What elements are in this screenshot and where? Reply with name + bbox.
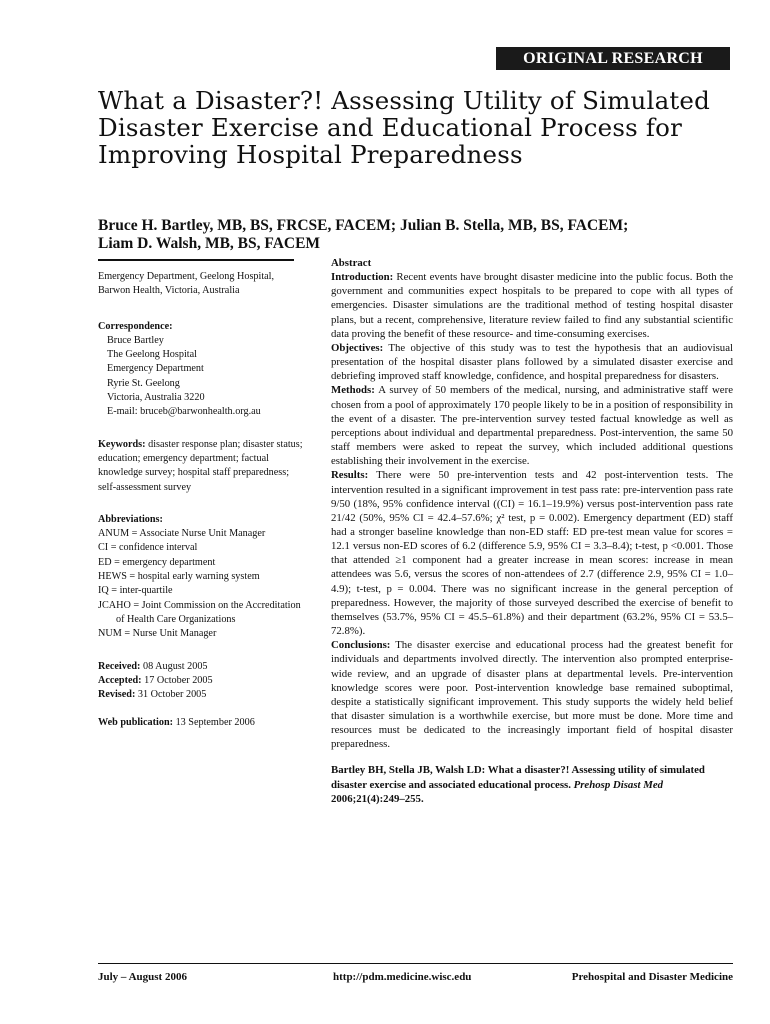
- conclusions-label: Conclusions:: [331, 639, 391, 652]
- web-publication-label: Web publication:: [98, 717, 174, 729]
- affiliation-line-2: Barwon Health, Victoria, Australia: [98, 285, 240, 297]
- abbreviation-item: HEWS = hospital early warning system: [98, 571, 260, 583]
- keywords-text: disaster response plan; disaster status; education; emergency department; factual knowledge survey; hospital staff preparedness; self-assessment survey: [98, 438, 303, 493]
- received-label: Received:: [98, 660, 141, 672]
- correspondence-line: Bruce Bartley: [107, 334, 164, 346]
- abstract-heading: Abstract: [331, 257, 372, 269]
- correspondence-block: [98, 334, 303, 420]
- methods-label: Methods:: [331, 384, 375, 397]
- footer-divider: [98, 963, 733, 964]
- abbreviations-list: [98, 527, 303, 641]
- footer-issue-date: July – August 2006: [98, 971, 187, 983]
- author-line-1: Bruce H. Bartley, MB, BS, FRCSE, FACEM; Julian B. Stella, MB, BS, FACEM;: [98, 217, 629, 234]
- affiliation: [98, 270, 303, 299]
- correspondence-line: The Geelong Hospital: [107, 349, 197, 361]
- accepted-label: Accepted:: [98, 674, 142, 686]
- author-line-2: Liam D. Walsh, MB, BS, FACEM: [98, 235, 321, 252]
- abstract-conclusions: [331, 638, 733, 751]
- affiliation-line-1: Emergency Department, Geelong Hospital,: [98, 271, 275, 282]
- introduction-text: Recent events have brought disaster medicine into the public focus. Both the government and communities expect hospitals to be prepared to cope with all types of emergencies. Disaster simulations are the traditional method of testing hospital disaster plans, but a recent, comprehensive, literature review failed to find any substantial scientific data proving the benefit of these resource- and time-consuming exercises.: [331, 271, 733, 340]
- section-banner: ORIGINAL RESEARCH: [496, 47, 730, 70]
- results-text: There were 50 pre-intervention tests and 42 post-intervention tests. The intervention resulted in a significant improvement in test pass rate: pre-intervention pass rate 9/50 (18%, 95% confidence interval ((CI) = 16.1–19.9%) versus post-intervention pass rate 21/42 (50%, 95% CI = 42.4–57.6%; χ² test, p = 0.002). Emergency department (ED) staff had a stronger baseline knowledge than non-ED staff: ED pre-test mean value for scores = 12.1 versus non-ED scores of 6.2 (difference 5.9, 95% CI = 3.3–8.4); t-test, p <0.001. Those that attended ≥1 component had a greater increase in mean scores: increase in mean attendees was 5.6, versus the scores of non-attendees of 2.7 (difference 2.9, 95% CI = 1.0–4.9); t-test, p = 0.004. There was no significant increase in the general perception of preparedness. However, the majority of those surveyed described the exercise of benefit to themselves (53.7%, 95% CI = 45.5–61.8%) and their department (63.2%, 95% CI = 53.5–72.8%).: [331, 469, 733, 638]
- abstract-methods: [331, 383, 733, 468]
- revised-label: Revised:: [98, 689, 136, 701]
- correspondence-line: Emergency Department: [107, 363, 204, 375]
- keywords: [98, 438, 303, 495]
- received-value: 08 August 2005: [140, 660, 208, 672]
- abbreviation-item: CI = confidence interval: [98, 542, 198, 554]
- keywords-heading: Keywords:: [98, 438, 146, 450]
- correspondence-heading: Correspondence:: [98, 320, 173, 332]
- abbreviation-item: ED = emergency department: [98, 556, 216, 568]
- web-publication-value: 13 September 2006: [173, 717, 255, 729]
- revised-value: 31 October 2005: [135, 689, 207, 701]
- objectives-text: The objective of this study was to test the hypothesis that an audiovisual presentation of the hospital disaster plans followed by a simulated disaster exercise and debriefing improved staff knowledge, confidence, and hospital preparedness for disasters.: [331, 341, 733, 383]
- correspondence-line: Victoria, Australia 3220: [107, 392, 205, 404]
- footer-journal-name: Prehospital and Disaster Medicine: [571, 971, 733, 983]
- revised-date: [98, 688, 303, 702]
- correspondence-line: Ryrie St. Geelong: [107, 377, 180, 389]
- article-sidebar: [98, 270, 303, 731]
- abbreviations-heading: Abbreviations:: [98, 513, 163, 525]
- abbreviation-item: ANUM = Associate Nurse Unit Manager: [98, 528, 266, 540]
- abbreviation-item: JCAHO = Joint Commission on the Accreditation of Health Care Organizations: [98, 599, 301, 625]
- citation: [331, 763, 733, 805]
- objectives-label: Objectives:: [331, 341, 384, 354]
- results-label: Results:: [331, 469, 369, 482]
- abbreviation-item: IQ = inter-quartile: [98, 585, 173, 597]
- footer-url: http://pdm.medicine.wisc.edu: [333, 971, 472, 983]
- article-title: What a Disaster?! Assessing Utility of Simulated Disaster Exercise and Educational Process for Improving Hospital Preparedness: [98, 86, 711, 169]
- methods-text: A survey of 50 members of the medical, nursing, and administrative staff were chosen from a pool of approximately 170 people likely to be in a position of responsibility in the event of a disaster. The pre-intervention survey tested factual knowledge as well as perceptions about individual and departmental preparedness. Post-intervention, the same 50 staff members were asked to repeat the survey, which included additional questions establishing their involvement in the exercise.: [331, 384, 733, 468]
- abstract-introduction: [331, 270, 733, 341]
- citation-text: Bartley BH, Stella JB, Walsh LD: What a disaster?! Assessing utility of simulated disaster exercise and associated educational process.: [331, 764, 705, 791]
- abbreviation-item: NUM = Nurse Unit Manager: [98, 628, 217, 640]
- conclusions-text: The disaster exercise and educational process had the greatest benefit for individuals and departments involved directly. The intervention also prompted enterprise-wide review, and an upgrade of disaster plans at departmental levels. Pre-intervention knowledge scores were poor. Post-intervention knowledge base remained suboptimal, despite a statistically significant improvement. This study supports the widely held belief that disaster simulation is a worthwhile exercise, but more must be done. More time and resources must be dedicated to the increasingly important field of hospital disaster preparedness.: [331, 639, 733, 751]
- abstract-objectives: [331, 341, 733, 383]
- sidebar-divider: [98, 259, 294, 261]
- correspondence-email: E-mail: bruceb@barwonhealth.org.au: [107, 406, 261, 418]
- citation-journal: Prehosp Disast Med: [573, 778, 664, 791]
- author-list: [98, 217, 738, 253]
- web-publication-date: [98, 716, 303, 730]
- received-date: [98, 660, 303, 674]
- accepted-value: 17 October 2005: [141, 674, 213, 686]
- accepted-date: [98, 674, 303, 688]
- introduction-label: Introduction:: [331, 271, 394, 284]
- abstract-column: [331, 256, 733, 806]
- citation-ref: 2006;21(4):249–255.: [331, 792, 424, 805]
- abstract-results: [331, 468, 733, 638]
